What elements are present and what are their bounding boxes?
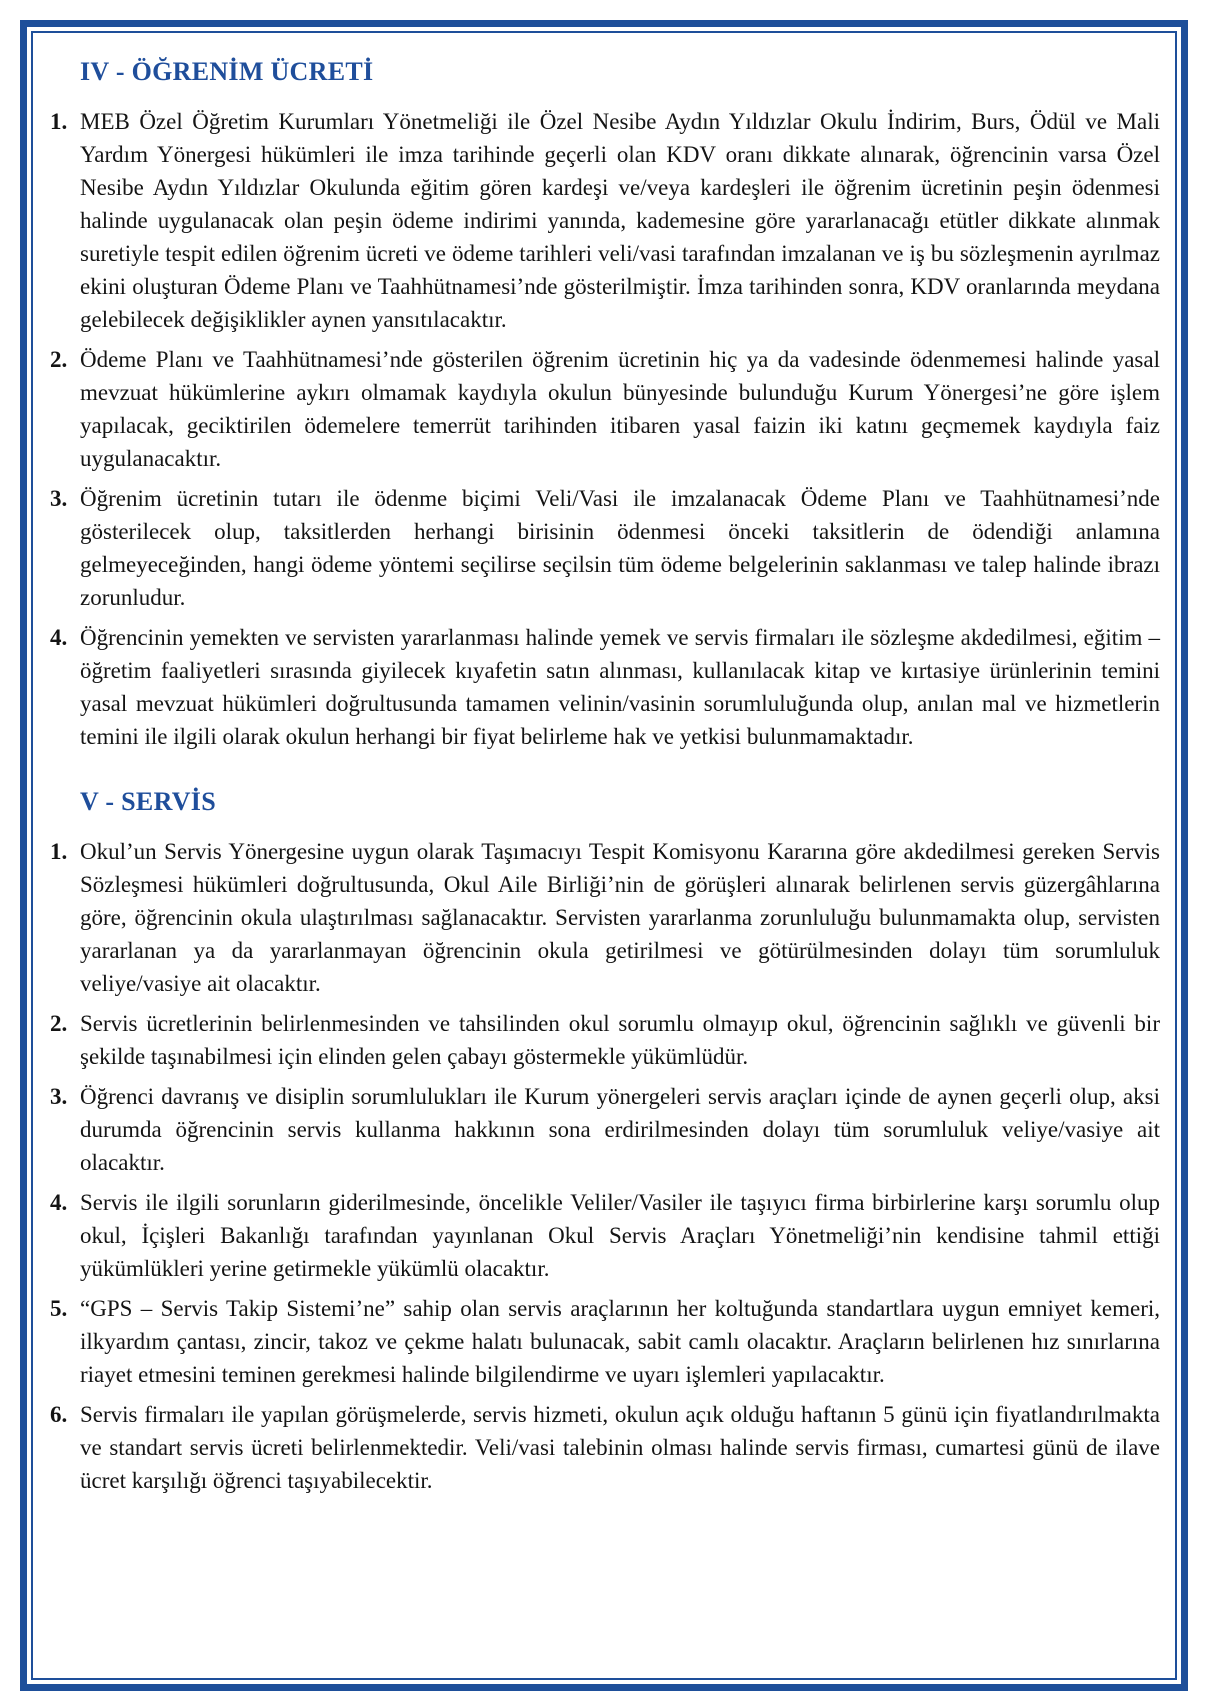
- item-number: 4.: [50, 625, 68, 650]
- list-item: [50, 1398, 1160, 1497]
- list-item: [50, 621, 1160, 753]
- list-item: [50, 482, 1160, 614]
- section-heading-service: V - SERVİS: [80, 787, 216, 816]
- item-number: 1.: [50, 839, 68, 864]
- item-text: Servis firmaları ile yapılan görüşmelerde, servis hizmeti, okulun açık olduğu haftanın 5 günü için fiyatlandırılmakta ve standart servis ücreti belirlenmektedir. Veli/vasi talebinin olması halinde servis firması, cumartesi günü de ilave ücret karşılığı öğrenci taşıyabilecektir.: [80, 1402, 1160, 1493]
- item-text: Öğrenci davranış ve disiplin sorumlulukları ile Kurum yönergeleri servis araçları içinde de aynen geçerli olup, aksi durumda öğrencinin servis kullanma hakkının sona erdirilmesinden dolayı tüm sorumluluk veliye/vasiye ait olacaktır.: [80, 1084, 1160, 1175]
- list-item: [50, 835, 1160, 1000]
- item-text: Servis ücretlerinin belirlenmesinden ve tahsilinden okul sorumlu olmayıp okul, öğrencinin sağlıklı ve güvenli bir şekilde taşınabilmesi için elinden gelen çabayı göstermekle yükümlüdür.: [80, 1011, 1160, 1069]
- document-outer-border: [20, 20, 1188, 1691]
- item-number: 3.: [50, 486, 68, 511]
- item-number: 1.: [50, 109, 68, 134]
- item-number: 3.: [50, 1084, 68, 1109]
- item-text: Öğrencinin yemekten ve servisten yararlanması halinde yemek ve servis firmaları ile sözleşme akdedilmesi, eğitim – öğretim faaliyetleri sırasında giyilecek kıyafetin satın alınması, kullanılacak kitap ve kırtasiye ürünlerinin temini yasal mevzuat hükümleri doğrultusunda tamamen velinin/vasinin sorumluluğunda olup, anılan mal ve hizmetlerin temini ile ilgili olarak okulun herhangi bir fiyat belirleme hak ve yetkisi bulunmamaktadır.: [80, 625, 1160, 749]
- list-item: [50, 1080, 1160, 1179]
- item-text: MEB Özel Öğretim Kurumları Yönetmeliği ile Özel Nesibe Aydın Yıldızlar Okulu İndirim, Burs, Ödül ve Mali Yardım Yönergesi hükümleri ile imza tarihinde geçerli olan KDV oranı dikkate alınarak, öğrencinin varsa Özel Nesibe Aydın Yıldızlar Okulunda eğitim gören kardeşi ve/veya kardeşleri ile öğrenim ücretinin peşin ödenmesi halinde uygulanacak olan peşin ödeme indirimi yanında, kademesine göre yararlanacağı etütler dikkate alınmak suretiyle tespit edilen öğrenim ücreti ve ödeme tarihleri veli/vasi tarafından imzalanan ve iş bu sözleşmenin ayrılmaz ekini oluşturan Ödeme Planı ve Taahhütnamesi’nde gösterilmiştir. İmza tarihinden sonra, KDV oranlarında meydana gelebilecek değişiklikler aynen yansıtılacaktır.: [80, 109, 1160, 332]
- item-number: 4.: [50, 1190, 68, 1215]
- list-item: [50, 105, 1160, 336]
- section-service: [50, 787, 1160, 1497]
- item-text: Öğrenim ücretinin tutarı ile ödenme biçimi Veli/Vasi ile imzalanacak Ödeme Planı ve Taahhütnamesi’nde gösterilecek olup, taksitlerden herhangi birisinin ödenmesi önceki taksitlerin de ödendiği anlamına gelmeyeceğinden, hangi ödeme yöntemi seçilirse seçilsin tüm ödeme belgelerinin saklanması ve talep halinde ibrazı zorunludur.: [80, 486, 1160, 610]
- item-number: 2.: [50, 1011, 68, 1036]
- document-page: [31, 31, 1177, 1680]
- list-item: [50, 1007, 1160, 1073]
- item-text: Servis ile ilgili sorunların giderilmesinde, öncelikle Veliler/Vasiler ile taşıyıcı firma birbirlerine karşı sorumlu olup okul, İçişleri Bakanlığı tarafından yayınlanan Okul Servis Araçları Yönetmeliği’nin kendisine tahmil ettiği yükümlükleri yerine getirmekle yükümlü olacaktır.: [80, 1190, 1160, 1281]
- item-number: 6.: [50, 1402, 68, 1427]
- item-number: 2.: [50, 347, 68, 372]
- item-text: Okul’un Servis Yönergesine uygun olarak Taşımacıyı Tespit Komisyonu Kararına göre akdedilmesi gereken Servis Sözleşmesi hükümleri doğrultusunda, Okul Aile Birliği’nin de görüşleri alınarak belirlenen servis güzergâhlarına göre, öğrencinin okula ulaştırılması sağlanacaktır. Servisten yararlanma zorunluluğu bulunmamakta olup, servisten yararlanan ya da yararlanmayan öğrencinin okula getirilmesi ve götürülmesinden dolayı tüm sorumluluk veliye/vasiye ait olacaktır.: [80, 839, 1160, 996]
- item-text: Ödeme Planı ve Taahhütnamesi’nde gösterilen öğrenim ücretinin hiç ya da vadesinde ödenmemesi halinde yasal mevzuat hükümlerine aykırı olmamak kaydıyla okulun bünyesinde bulunduğu Kurum Yönergesi’ne göre işlem yapılacak, geciktirilen ödemelere temerrüt tarihinden itibaren yasal faizin iki katını geçmemek kaydıyla faiz uygulanacaktır.: [80, 347, 1160, 471]
- section-tuition-fee: [50, 57, 1160, 753]
- list-item: [50, 343, 1160, 475]
- list-item: [50, 1186, 1160, 1285]
- section-heading-tuition-fee: IV - ÖĞRENİM ÜCRETİ: [80, 57, 374, 86]
- item-number: 5.: [50, 1296, 68, 1321]
- list-item: [50, 1292, 1160, 1391]
- item-text: “GPS – Servis Takip Sistemi’ne” sahip olan servis araçlarının her koltuğunda standartlara uygun emniyet kemeri, ilkyardım çantası, zincir, takoz ve çekme halatı bulunacak, sabit camlı olacaktır. Araçların belirlenen hız sınırlarına riayet etmesini teminen gerekmesi halinde bilgilendirme ve uyarı işlemleri yapılacaktır.: [80, 1296, 1160, 1387]
